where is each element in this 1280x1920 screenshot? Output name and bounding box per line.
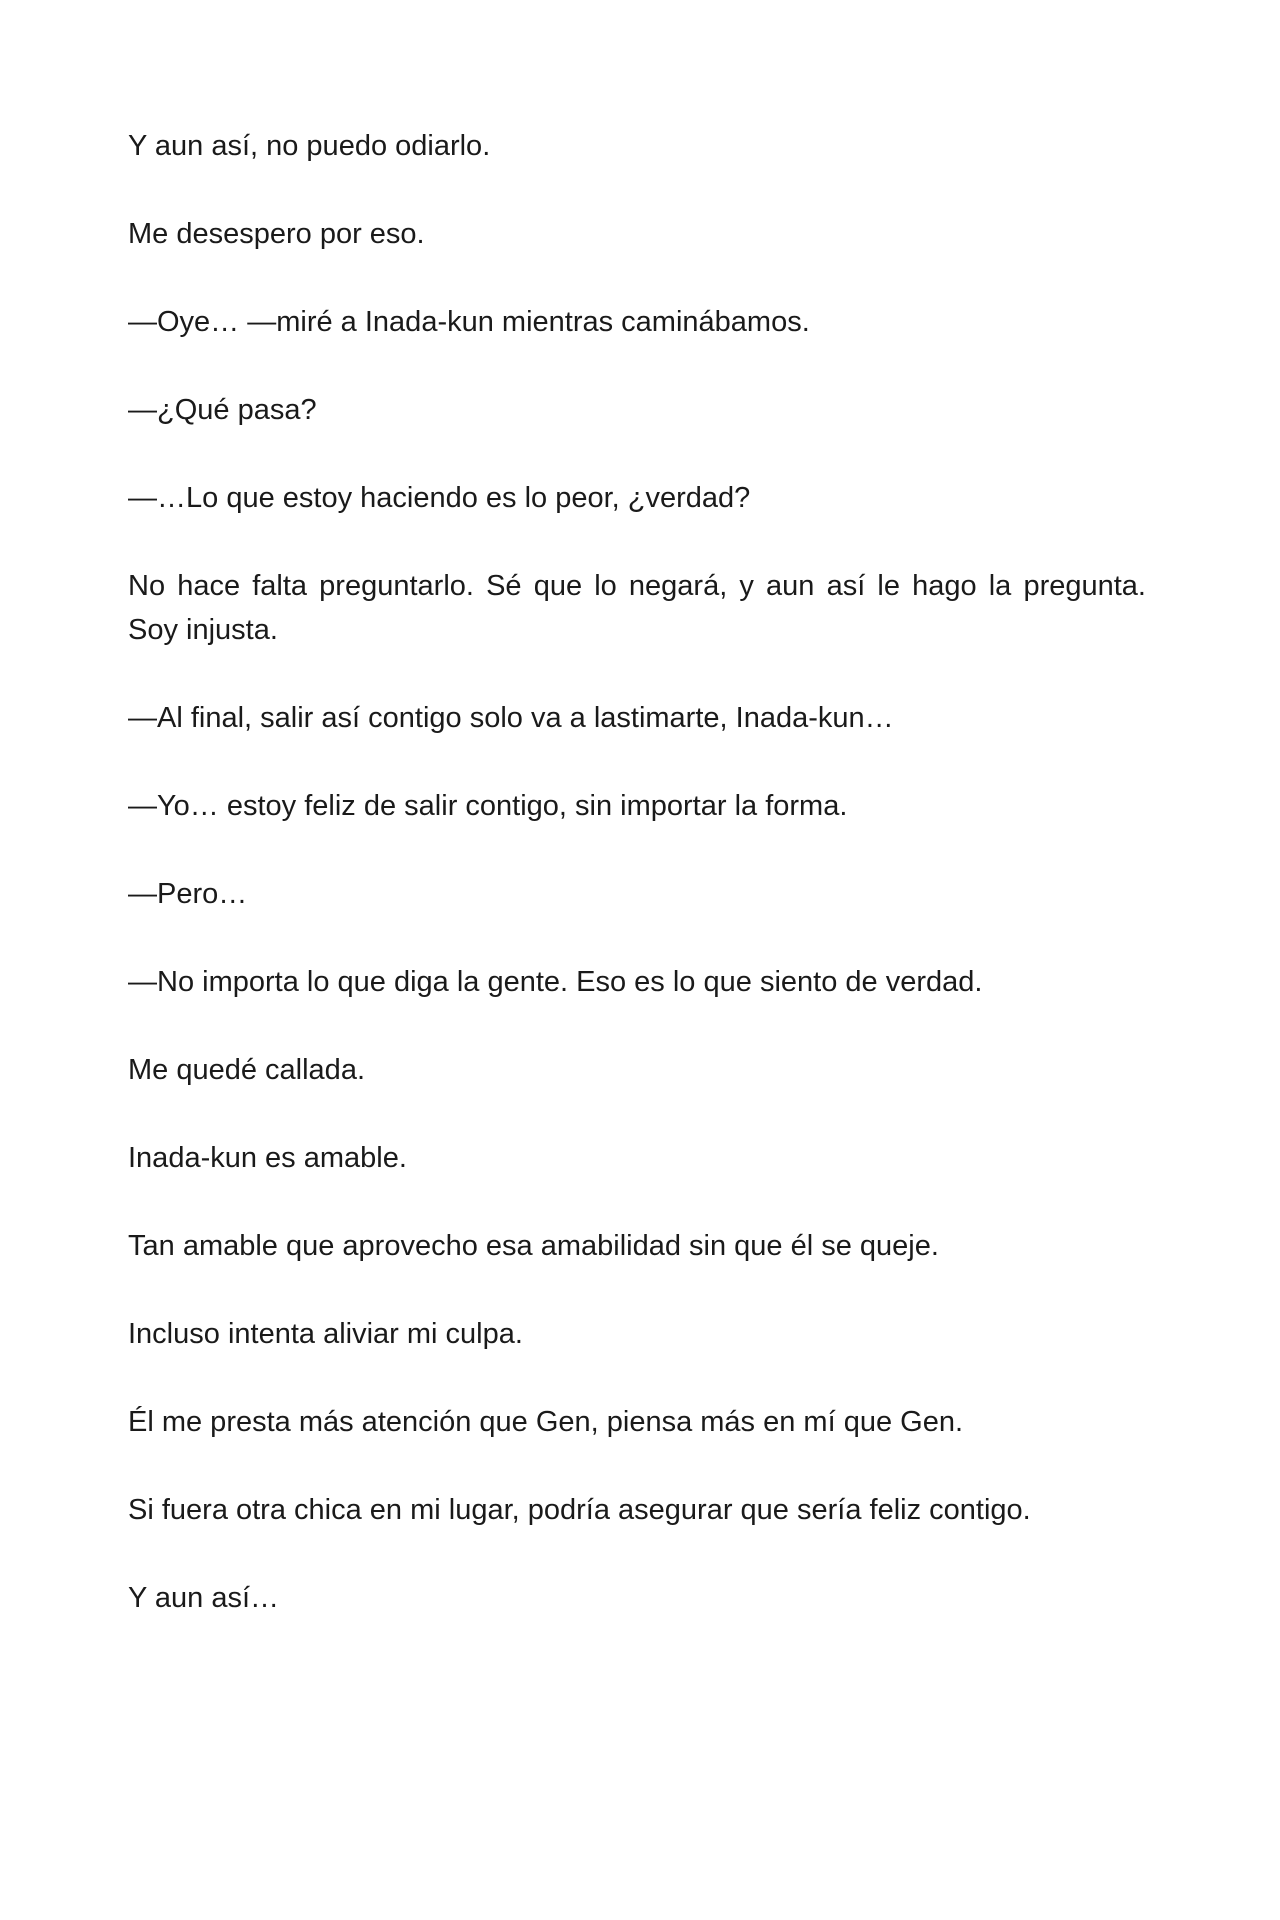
paragraph: —Pero… <box>128 878 248 910</box>
paragraph: No hace falta preguntarlo. Sé que lo negará, y aun así le hago la pregunta. Soy injusta. <box>128 570 1146 646</box>
paragraph: Inada-kun es amable. <box>128 1142 407 1174</box>
paragraph: Él me presta más atención que Gen, piensa más en mí que Gen. <box>128 1406 964 1438</box>
paragraph: Si fuera otra chica en mi lugar, podría asegurar que sería feliz contigo. <box>128 1494 1031 1526</box>
paragraph: —…Lo que estoy haciendo es lo peor, ¿verdad? <box>128 482 751 514</box>
paragraph: Me desespero por eso. <box>128 218 425 250</box>
paragraph: —Yo… estoy feliz de salir contigo, sin importar la forma. <box>128 790 848 822</box>
paragraph: Me quedé callada. <box>128 1054 365 1086</box>
paragraph: Incluso intenta aliviar mi culpa. <box>128 1318 523 1350</box>
paragraph: —¿Qué pasa? <box>128 394 317 426</box>
paragraph: —No importa lo que diga la gente. Eso es lo que siento de verdad. <box>128 966 983 998</box>
paragraph: —Oye… —miré a Inada-kun mientras caminábamos. <box>128 306 810 338</box>
document-page <box>128 124 1146 1664</box>
paragraph: Y aun así, no puedo odiarlo. <box>128 130 491 162</box>
paragraph: Tan amable que aprovecho esa amabilidad sin que él se queje. <box>128 1230 939 1262</box>
paragraph: —Al final, salir así contigo solo va a lastimarte, Inada-kun… <box>128 702 894 734</box>
paragraph: Y aun así… <box>128 1582 280 1614</box>
